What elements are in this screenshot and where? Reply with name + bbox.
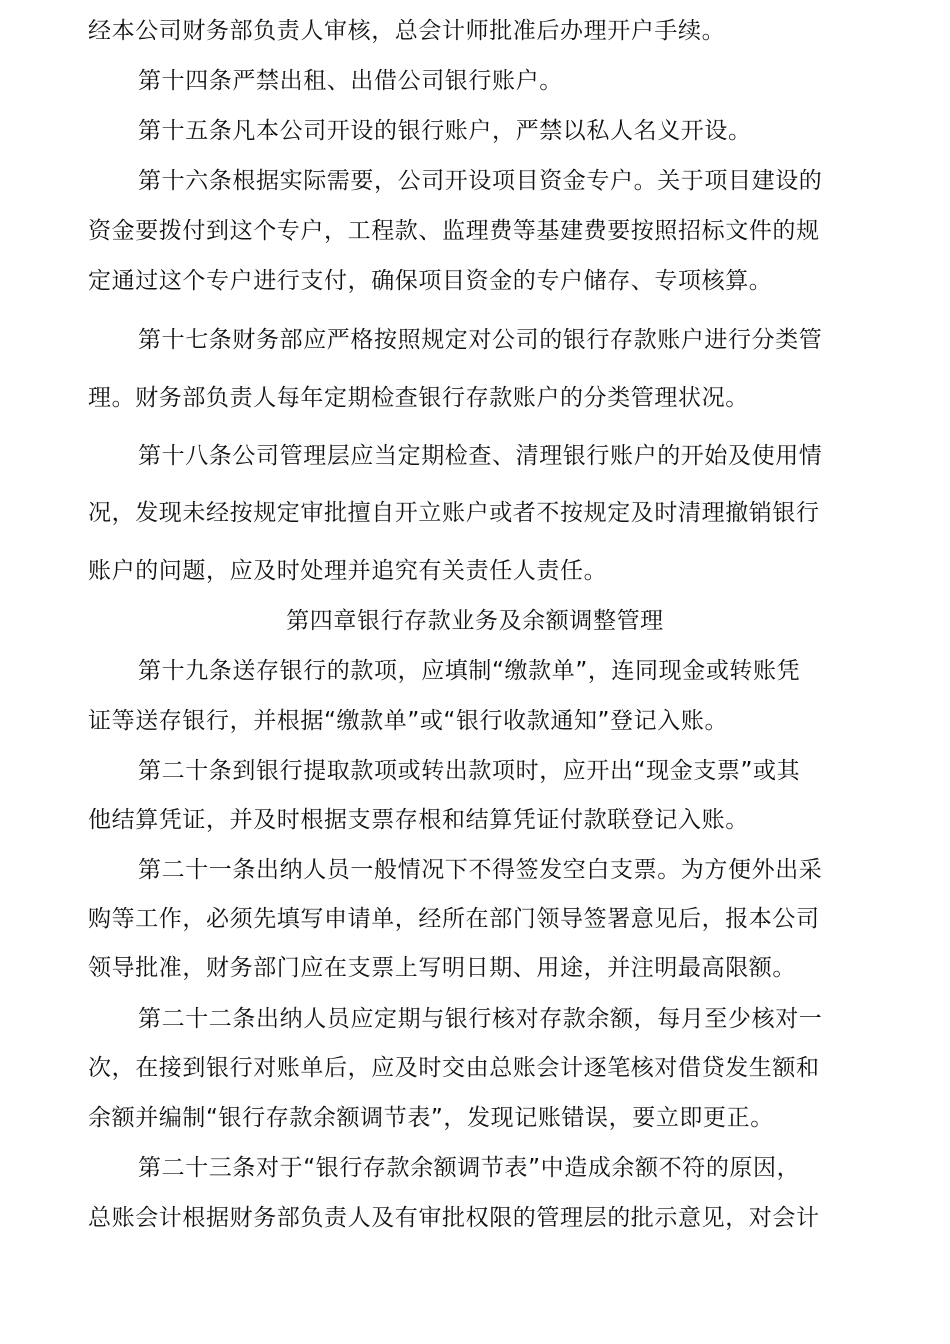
article-16: 第十六条根据实际需要，公司开设项目资金专户。关于项目建设的 (138, 168, 823, 194)
article-17: 第十七条财务部应严格按照规定对公司的银行存款账户进行分类管 (138, 327, 823, 353)
article-23: 第二十三条对于“银行存款余额调节表”中造成余额不符的原因， (138, 1155, 801, 1181)
text-line: 证等送存银行，并根据“缴款单”或“银行收款通知”登记入账。 (88, 708, 729, 734)
chapter-heading: 第四章银行存款业务及余额调整管理 (286, 608, 664, 634)
text-line: 次，在接到银行对账单后，应及时交由总账会计逐笔核对借贷发生额和 (88, 1055, 820, 1081)
article-20: 第二十条到银行提取款项或转出款项时，应开出“现金支票”或其 (138, 758, 801, 784)
text-line: 总账会计根据财务部负责人及有审批权限的管理层的批示意见，对会计 (88, 1205, 820, 1231)
text-line: 定通过这个专户进行支付，确保项目资金的专户储存、专项核算。 (88, 268, 773, 294)
text-line: 购等工作，必须先填写申请单，经所在部门领导签署意见后，报本公司 (88, 906, 820, 932)
article-22: 第二十二条出纳人员应定期与银行核对存款余额，每月至少核对一 (138, 1006, 823, 1032)
article-15: 第十五条凡本公司开设的银行账户，严禁以私人名义开设。 (138, 118, 752, 144)
text-line: 余额并编制“银行存款余额调节表”，发现记账错误，要立即更正。 (88, 1105, 774, 1131)
article-19: 第十九条送存银行的款项，应填制“缴款单”，连同现金或转账凭 (138, 658, 801, 684)
text-line: 资金要拨付到这个专户，工程款、监理费等基建费要按照招标文件的规 (88, 218, 820, 244)
article-18: 第十八条公司管理层应当定期检查、清理银行账户的开始及使用情 (138, 443, 823, 469)
text-line: 领导批准，财务部门应在支票上写明日期、用途，并注明最高限额。 (88, 955, 796, 981)
text-line: 经本公司财务部负责人审核，总会计师批准后办理开户手续。 (88, 18, 726, 44)
article-14: 第十四条严禁出租、出借公司银行账户。 (138, 68, 563, 94)
article-21: 第二十一条出纳人员一般情况下不得签发空白支票。为方便外出采 (138, 857, 823, 883)
text-line: 理。财务部负责人每年定期检查银行存款账户的分类管理状况。 (88, 385, 749, 411)
text-line: 况，发现未经按规定审批擅自开立账户或者不按规定及时清理撤销银行 (88, 500, 820, 526)
text-line: 账户的问题，应及时处理并追究有关责任人责任。 (88, 558, 608, 584)
text-line: 他结算凭证，并及时根据支票存根和结算凭证付款联登记入账。 (88, 807, 749, 833)
